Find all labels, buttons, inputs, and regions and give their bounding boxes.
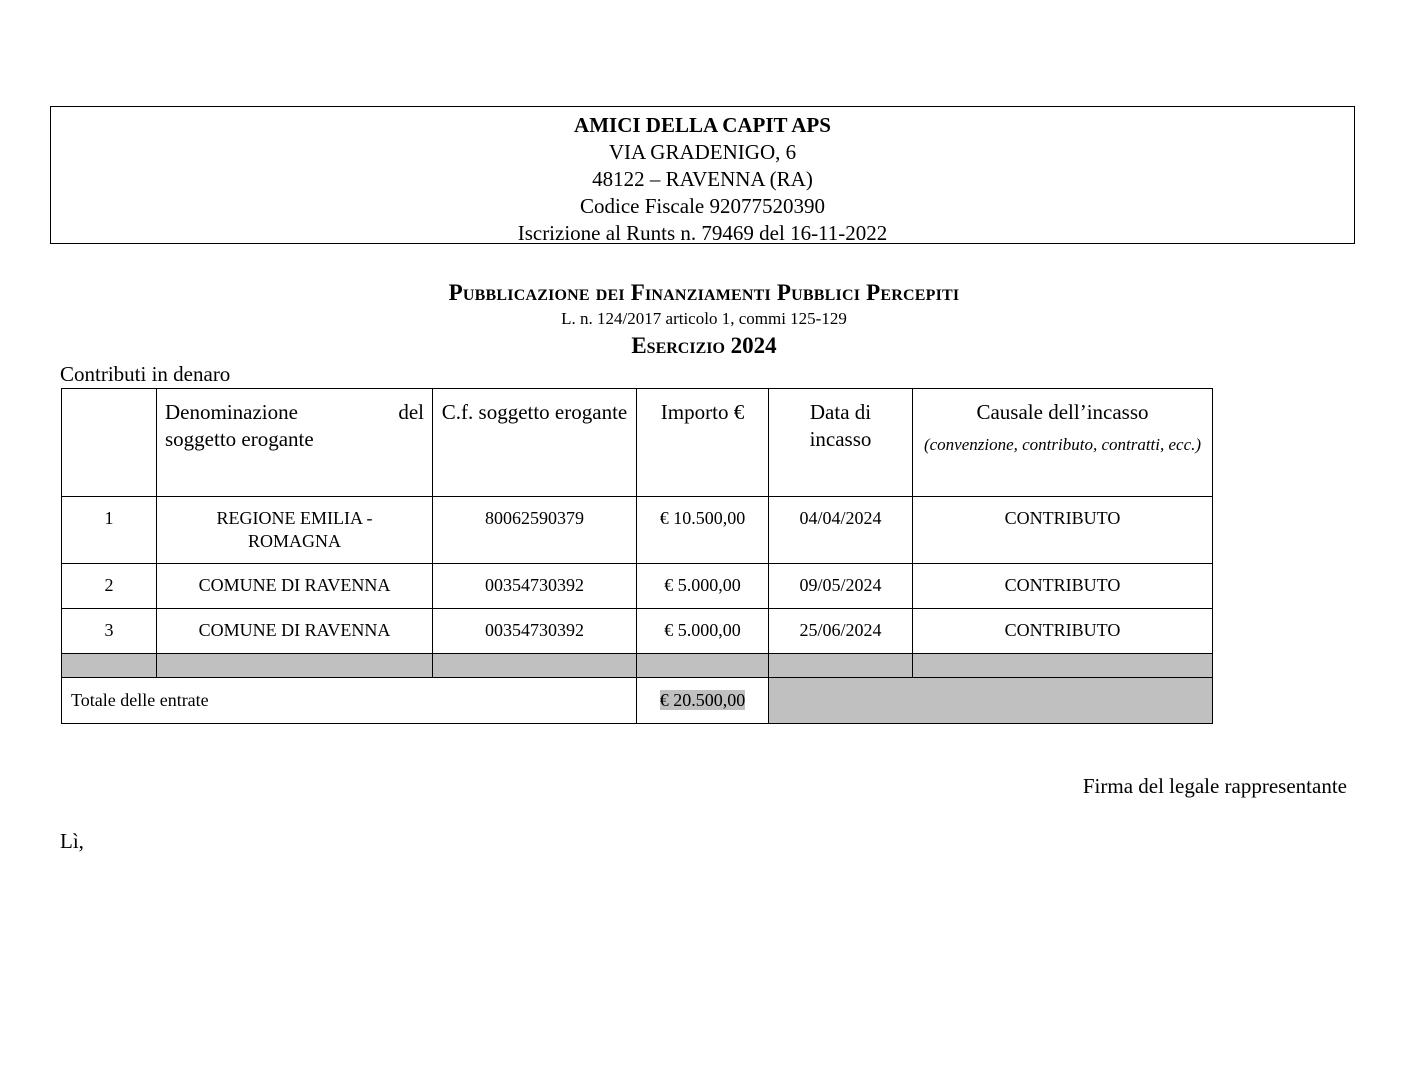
row-fiscal-code: 00354730392	[433, 564, 637, 609]
funds-table	[61, 388, 1213, 724]
header-causale: Causale dell’incasso (convenzione, contributo, contratti, ecc.)	[913, 389, 1213, 497]
total-shaded-filler	[769, 678, 1213, 724]
row-amount: € 5.000,00	[637, 609, 769, 654]
row-causale: CONTRIBUTO	[913, 497, 1213, 564]
row-amount: € 5.000,00	[637, 564, 769, 609]
total-value: € 20.500,00	[659, 690, 746, 710]
header-amount: Importo €	[637, 389, 769, 497]
place-label: Lì,	[60, 829, 84, 853]
causale-note: (convenzione, contributo, contratti, ecc.)	[923, 435, 1202, 454]
table-row	[62, 564, 1213, 609]
row-fiscal-code: 00354730392	[433, 609, 637, 654]
row-index: 1	[62, 497, 157, 564]
row-fiscal-code: 80062590379	[433, 497, 637, 564]
table-row	[62, 497, 1213, 564]
organization-fiscal-code: Codice Fiscale 92077520390	[580, 194, 825, 218]
law-reference: L. n. 124/2017 articolo 1, commi 125-129	[561, 309, 847, 328]
row-name: COMUNE DI RAVENNA	[157, 609, 433, 654]
organization-city: 48122 – RAVENNA (RA)	[592, 167, 813, 191]
table-row	[62, 609, 1213, 654]
header-fiscal-code: C.f. soggetto erogante	[433, 389, 637, 497]
header-denomination: Denominazione del soggetto erogante	[157, 389, 433, 497]
total-row	[62, 678, 1213, 724]
row-name: REGIONE EMILIA - ROMAGNA	[157, 497, 433, 564]
organization-name: AMICI DELLA CAPIT APS	[574, 113, 831, 137]
row-amount: € 10.500,00	[637, 497, 769, 564]
header-index	[62, 389, 157, 497]
header-date: Data di incasso	[769, 389, 913, 497]
table-header-row	[62, 389, 1213, 497]
row-index: 3	[62, 609, 157, 654]
signature-label: Firma del legale rappresentante	[1082, 774, 1347, 798]
shaded-blank-row	[62, 654, 1213, 678]
organization-header	[50, 106, 1355, 244]
row-date: 04/04/2024	[769, 497, 913, 564]
row-causale: CONTRIBUTO	[913, 609, 1213, 654]
total-value-cell	[637, 678, 769, 724]
total-label: Totale delle entrate	[62, 678, 637, 724]
row-name: COMUNE DI RAVENNA	[157, 564, 433, 609]
organization-address: VIA GRADENIGO, 6	[608, 140, 797, 164]
document-title: Pubblicazione dei Finanziamenti Pubblici Percepiti	[448, 280, 960, 305]
row-index: 2	[62, 564, 157, 609]
row-date: 09/05/2024	[769, 564, 913, 609]
row-date: 25/06/2024	[769, 609, 913, 654]
exercise-year: Esercizio 2024	[631, 333, 777, 358]
organization-registration: Iscrizione al Runts n. 79469 del 16-11-2022	[517, 221, 888, 245]
row-causale: CONTRIBUTO	[913, 564, 1213, 609]
section-label: Contributi in denaro	[60, 362, 231, 386]
